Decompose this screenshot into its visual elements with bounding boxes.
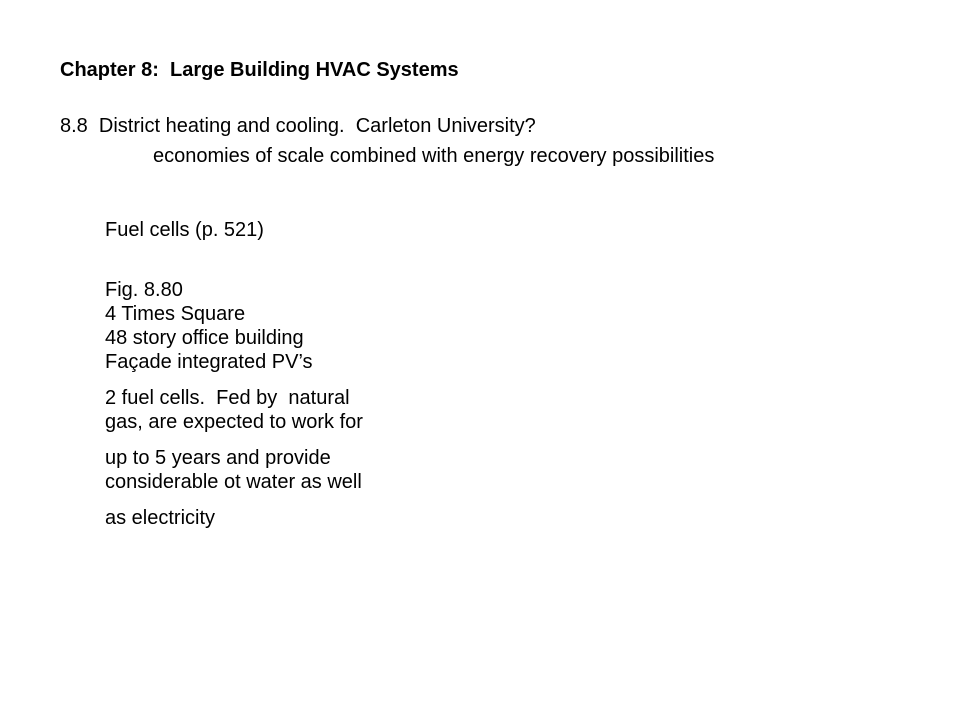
fuel-cells-reference: Fuel cells (p. 521) — [105, 219, 264, 241]
figure-line: as electricity — [105, 507, 216, 529]
figure-line: 2 fuel cells. Fed by natural — [105, 387, 350, 409]
figure-line: 4 Times Square — [105, 303, 246, 325]
figure-line: 48 story office building — [105, 327, 304, 349]
figure-line: Fig. 8.80 — [105, 279, 183, 301]
figure-line: gas, are expected to work for — [105, 411, 363, 433]
figure-line: up to 5 years and provide — [105, 447, 331, 469]
figure-line: considerable ot water as well — [105, 471, 362, 493]
figure-line: Façade integrated PV’s — [105, 351, 313, 373]
slide-title: Chapter 8: Large Building HVAC Systems — [60, 59, 459, 81]
section-heading: 8.8 District heating and cooling. Carleton University? — [60, 115, 536, 137]
section-detail: economies of scale combined with energy recovery possibilities — [153, 145, 715, 167]
